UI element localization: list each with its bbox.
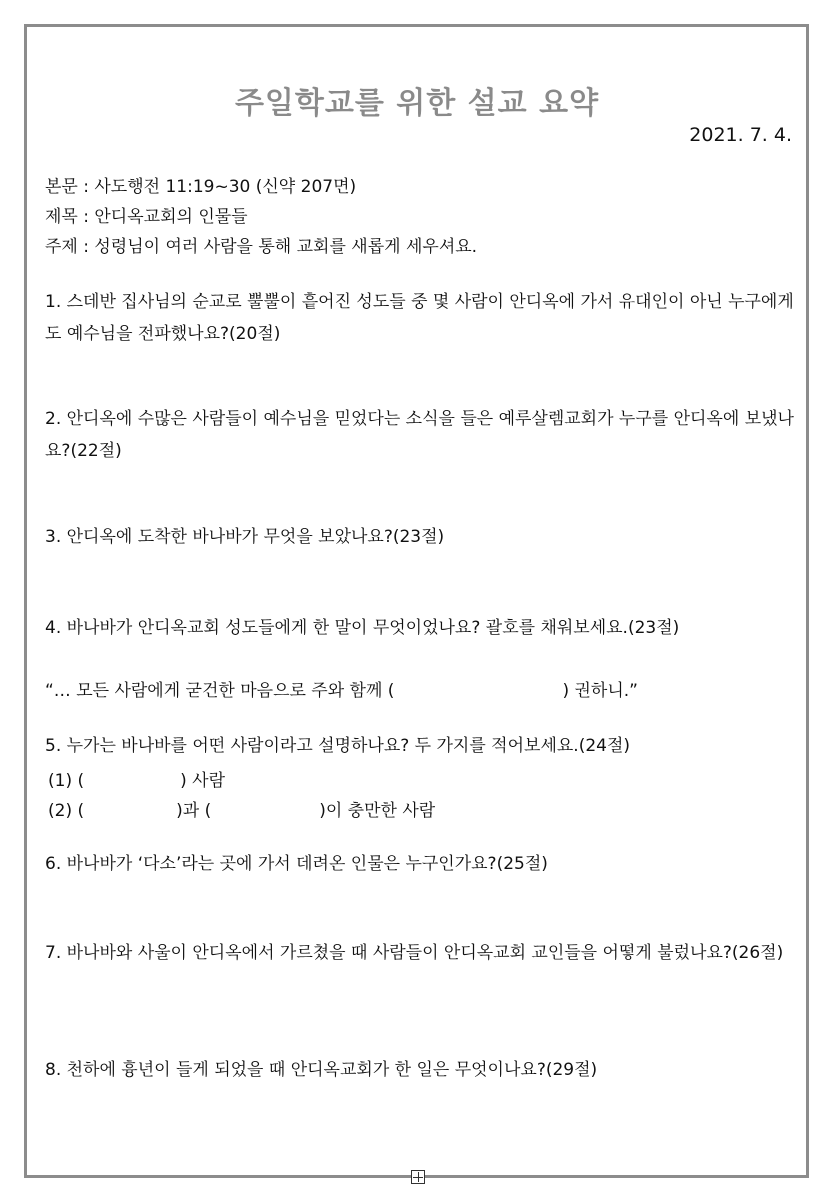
question-4: 4. 바나바가 안디옥교회 성도들에게 한 말이 무엇이었나요? 괄호를 채워보세요.(23절) bbox=[45, 618, 680, 638]
date: 2021. 7. 4. bbox=[689, 124, 792, 146]
question-6: 6. 바나바가 ‘다소’라는 곳에 가서 데려온 인물은 누구인가요?(25절) bbox=[45, 854, 548, 874]
quote-start: “… 모든 사람에게 굳건한 마음으로 주와 함께 ( bbox=[45, 681, 395, 701]
answer-5-2-end: )이 충만한 사람 bbox=[319, 801, 436, 821]
question-8: 8. 천하에 흉년이 들게 되었을 때 안디옥교회가 한 일은 무엇이나요?(29절) bbox=[45, 1060, 598, 1080]
answer-5-2-mid: )과 ( bbox=[176, 801, 212, 821]
quote-end: ) 권하니.” bbox=[562, 681, 638, 701]
question-5: 5. 누가는 바나바를 어떤 사람이라고 설명하나요? 두 가지를 적어보세요.(24절) bbox=[45, 736, 631, 756]
question-3: 3. 안디옥에 도착한 바나바가 무엇을 보았나요?(23절) bbox=[45, 527, 445, 547]
answer-5-1-end: ) 사람 bbox=[180, 771, 226, 791]
question-7: 7. 바나바와 사울이 안디옥에서 가르쳤을 때 사람들이 안디옥교회 교인들을 어떻게 불렀나요?(26절) bbox=[45, 943, 784, 963]
question-2: 2. 안디옥에 수많은 사람들이 예수님을 믿었다는 소식을 들은 예루살렘교회가 누구를 안디옥에 보냈나요?(22절) bbox=[45, 409, 794, 461]
scripture-line: 본문 : 사도행전 11:19~30 (신약 207면) bbox=[45, 177, 357, 197]
question-1: 1. 스데반 집사님의 순교로 뿔뿔이 흩어진 성도들 중 몇 사람이 안디옥에 가서 유대인이 아닌 누구에게도 예수님을 전파했나요?(20절) bbox=[45, 292, 794, 344]
table-move-handle-icon[interactable] bbox=[411, 1170, 425, 1184]
answer-5-2 bbox=[48, 796, 435, 821]
answer-5-2-start: (2) ( bbox=[48, 801, 85, 821]
theme-line: 주제 : 성령님이 여러 사람을 통해 교회를 새롭게 세우셔요. bbox=[45, 237, 478, 257]
answer-5-1 bbox=[48, 766, 225, 791]
question-4-quote bbox=[45, 676, 638, 701]
page-border bbox=[24, 24, 809, 1178]
answer-5-1-start: (1) ( bbox=[48, 771, 85, 791]
subject-line: 제목 : 안디옥교회의 인물들 bbox=[45, 207, 248, 227]
page-title: 주일학교를 위한 설교 요약 bbox=[234, 86, 600, 121]
